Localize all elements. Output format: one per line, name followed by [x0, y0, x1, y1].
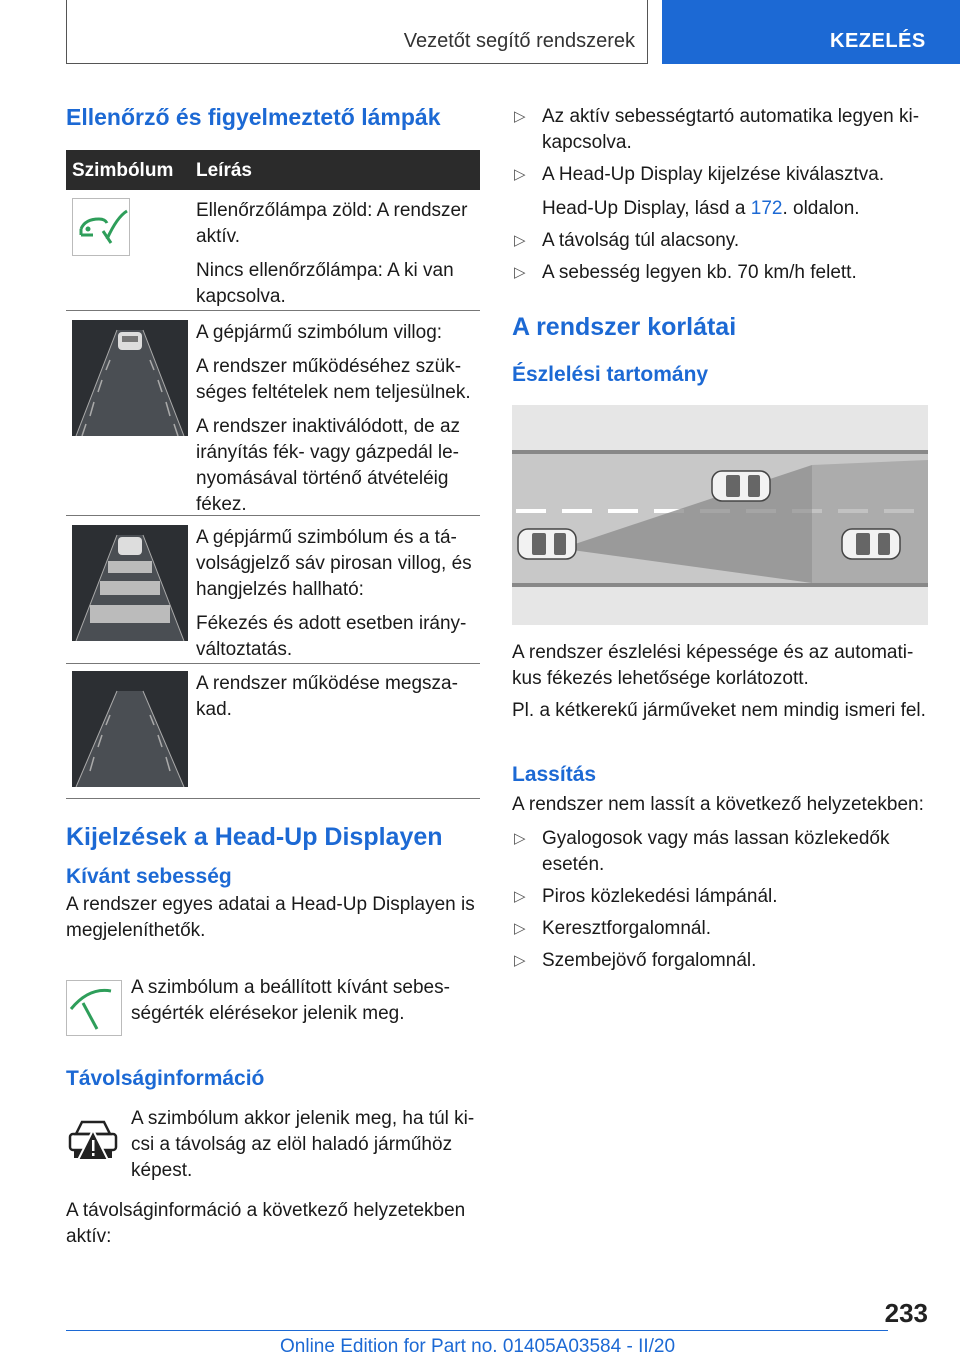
- table-row-desc: A gépjármű szimbólum villog: A rendszer működéséhez szükséges feltételek nem teljesülnek. A rendszer inaktiválódott, de az irányítás fék- vagy gázpedál lenyomásával történő átvételéig fékez.: [196, 322, 471, 515]
- distance-warning-icon: [66, 1112, 120, 1166]
- table-row: [66, 190, 480, 311]
- distance-heading-block: [66, 1066, 480, 1092]
- list-item: ▷ Gyalogosok vagy más lassan közlekedők esetén.: [514, 828, 890, 875]
- table-col-symbol: Szimbólum: [72, 160, 174, 181]
- table-row-desc: A rendszer működése megszakad.: [196, 673, 458, 720]
- heading-hud: Kijelzések a Head-Up Displayen: [66, 823, 443, 851]
- table-header: [66, 150, 480, 190]
- table-col-desc: Leírás: [196, 160, 252, 181]
- table-row: [66, 663, 480, 799]
- speed-symbol-icon: [66, 980, 122, 1036]
- heading-detection-range: Észlelési tartomány: [512, 363, 709, 386]
- distance-active-text: A távolságinformáció a következő helyzetekben aktív:: [66, 1200, 466, 1247]
- right-column-lower: [512, 640, 928, 974]
- table-row-desc: A gépjármű szimbólum és a távolságjelző sáv pirosan villog, és hangjelzés hallható: Fékezés és adott esetben irányváltoztatás.: [196, 527, 472, 660]
- right-column: [512, 104, 928, 388]
- distance-symbol-desc: A szimbólum akkor jelenik meg, ha túl kicsi a távolság az elöl haladó járműhöz képest.: [131, 1108, 475, 1181]
- heading-slowing: Lassítás: [512, 763, 597, 786]
- car-ego-icon: [518, 529, 576, 559]
- heading-distance: Távolságinformáció: [66, 1067, 265, 1090]
- header-chapter-title: KEZELÉS: [830, 30, 926, 52]
- footer-edition: Online Edition for Part no. 01405A03584 - II/20: [280, 1336, 676, 1357]
- list-item: ▷ Szembejövő forgalomnál.: [514, 950, 757, 971]
- list-item: ▷ A Head-Up Display kijelzése kiválasztva.: [514, 164, 885, 185]
- text-range-2: Pl. a kétkerekű járműveket nem mindig ismeri fel.: [512, 700, 926, 721]
- text-slowing: A rendszer nem lassít a következő helyzetekben:: [512, 794, 924, 815]
- text-range-1: A rendszer észlelési képessége és az automatikus fékezés lehetősége korlátozott.: [512, 642, 914, 689]
- system-interrupted-icon: [72, 671, 188, 787]
- lamps-heading-block: [66, 104, 480, 130]
- text-speed: A rendszer egyes adatai a Head-Up Displayen is megjeleníthetők.: [66, 894, 475, 941]
- footer-divider: [66, 1330, 888, 1331]
- header-section-box: [66, 0, 648, 64]
- vehicle-symbol-flashing-icon: [72, 320, 188, 436]
- car-right-icon: [842, 529, 900, 559]
- heading-desired-speed: Kívánt sebesség: [66, 865, 232, 888]
- heading-lamps: Ellenőrző és figyelmeztető lámpák: [66, 104, 441, 130]
- list-item: ▷ Piros közlekedési lámpánál.: [514, 886, 778, 907]
- detection-range-illustration: [512, 405, 928, 625]
- heading-limits: A rendszer korlátai: [512, 313, 737, 341]
- page-link[interactable]: 172: [750, 198, 783, 219]
- list-item: ▷ A távolság túl alacsony.: [514, 230, 740, 251]
- car-front-icon: [712, 471, 770, 501]
- table-row-desc: Ellenőrzőlámpa zöld: A rendszer aktív. Nincs ellenőrzőlámpa: A ki van kapcsolva.: [196, 200, 468, 307]
- header-section-title: Vezetőt segítő rendszerek: [403, 30, 635, 52]
- list-item: ▷ A sebesség legyen kb. 70 km/h felett.: [514, 262, 857, 283]
- table-row: [66, 515, 480, 664]
- page-number: 233: [884, 1298, 928, 1328]
- list-item: ▷ Keresztforgalomnál.: [514, 918, 711, 939]
- acc-green-lamp-icon: [72, 198, 130, 256]
- header-chapter-tab: [662, 0, 960, 64]
- list-item: ▷ Az aktív sebességtartó automatika legyen kikapcsolva.: [514, 106, 920, 153]
- hud-reference: Head-Up Display, lásd a 172. oldalon.: [542, 198, 860, 219]
- vehicle-distance-bar-red-icon: [72, 525, 188, 641]
- table-row: [66, 310, 480, 516]
- hud-section: [66, 824, 480, 944]
- speed-symbol-desc: A szimbólum a beállított kívánt sebességérték elérésekor jelenik meg.: [131, 977, 450, 1024]
